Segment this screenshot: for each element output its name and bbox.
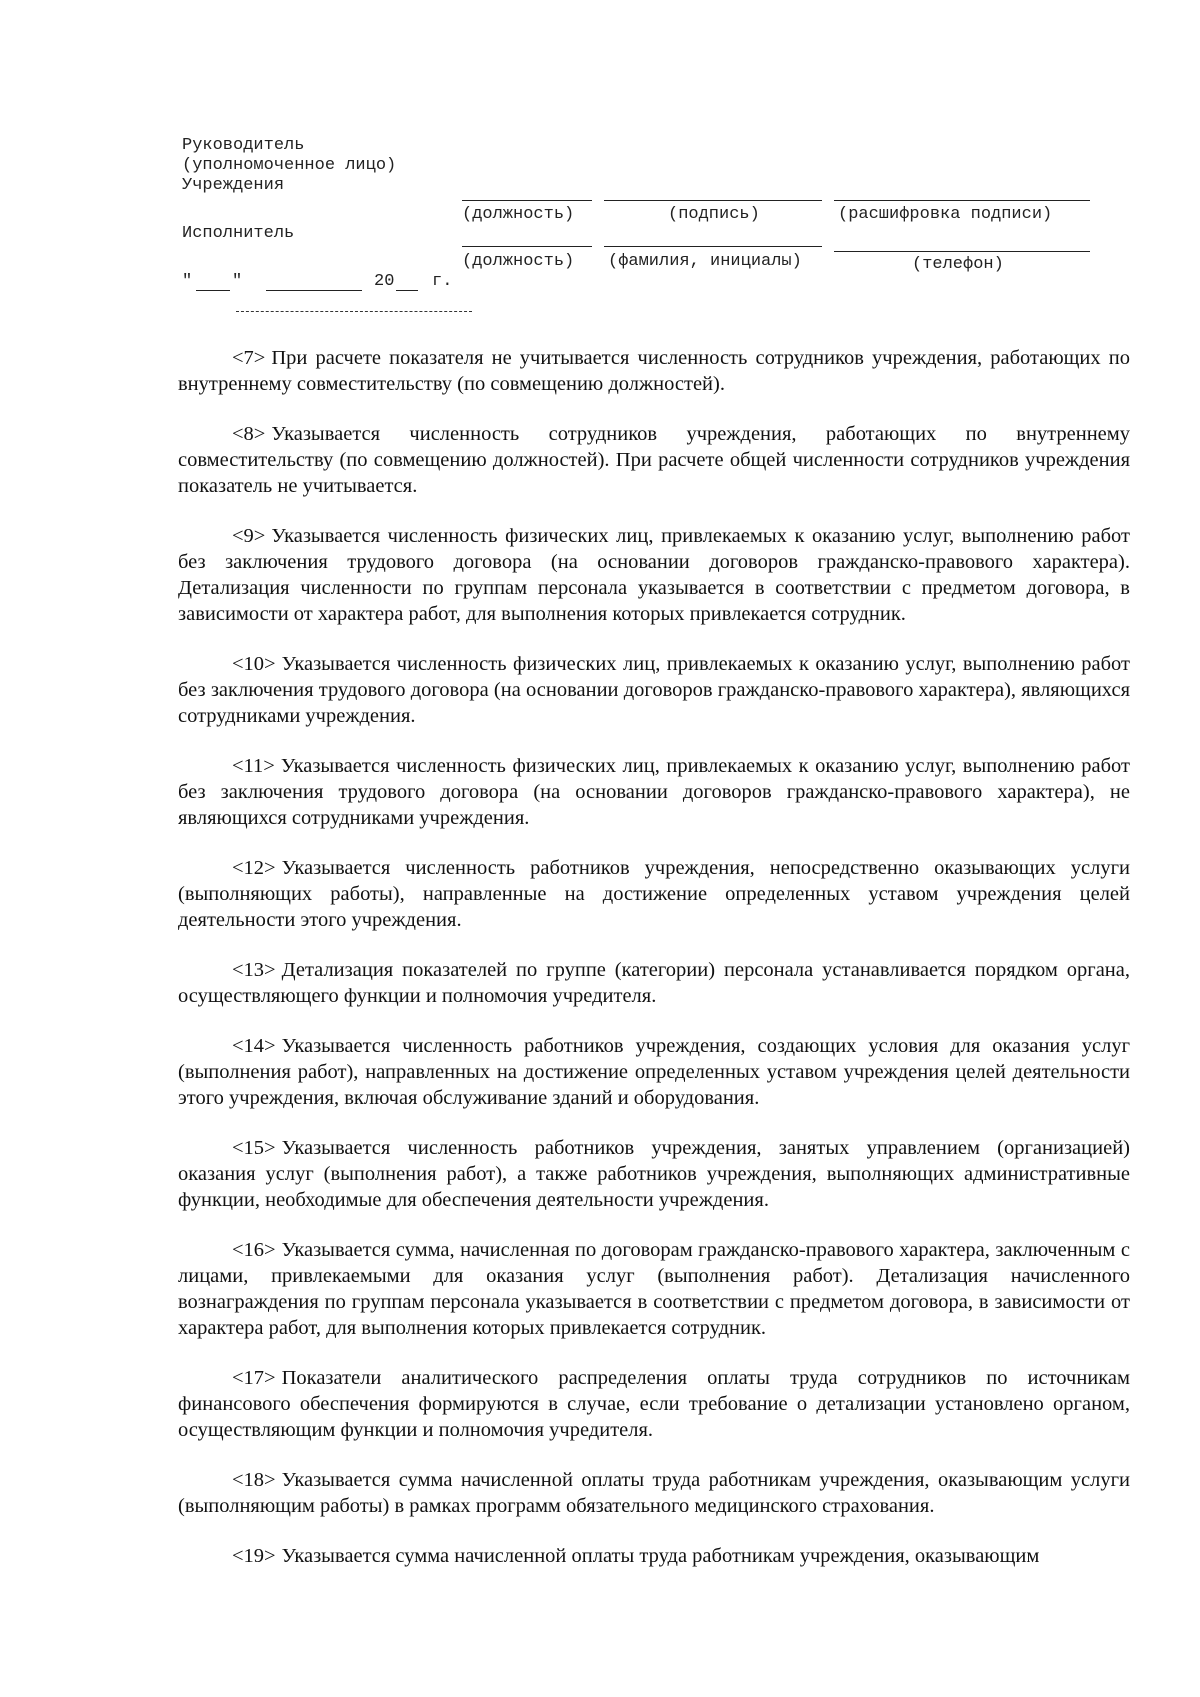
- footnote-text: Указывается численность физических лиц, привлекаемых к оказанию услуг, выполнению работ без заключения трудового договора (на основании договоров гражданско-правового характера), являющихся сотрудниками учреждения.: [178, 653, 1130, 727]
- footnote-mark: <12>: [232, 857, 276, 879]
- executor-phone-line: [834, 251, 1090, 252]
- footnote-mark: <16>: [232, 1239, 276, 1261]
- head-caption-position: (должность): [462, 205, 575, 224]
- footnote-text: Указывается численность физических лиц, привлекаемых к оказанию услуг, выполнению работ без заключения трудового договора (на основании договоров гражданско-правового характера), не являющихся сотрудниками учреждения.: [178, 755, 1130, 829]
- footnote-7: [178, 345, 1130, 397]
- footnote-text: Детализация показателей по группе (категории) персонала устанавливается порядком органа, осуществляющего функции и полномочия учредителя.: [178, 959, 1130, 1007]
- footnote-mark: <7>: [232, 347, 266, 369]
- date-month-line: [266, 290, 362, 291]
- executor-caption-position: (должность): [462, 252, 575, 271]
- footnote-text: Указывается сумма начисленной оплаты труда работникам учреждения, оказывающим услуги (выполняющим работы) в рамках программ обязательного медицинского страхования.: [178, 1469, 1130, 1517]
- head-label-line3: Учреждения: [182, 176, 285, 195]
- head-decode-line: [834, 200, 1090, 201]
- footnote-text: Указывается численность работников учреждения, занятых управлением (организацией) оказания услуг (выполнения работ), а также работников учреждения, выполняющих административные функции, необходимые для обеспечения деятельности учреждения.: [178, 1137, 1130, 1211]
- footnote-mark: <18>: [232, 1469, 276, 1491]
- footnote-mark: <14>: [232, 1035, 276, 1057]
- date-year-prefix: 20: [374, 272, 395, 291]
- date-quote-close: ": [232, 272, 243, 291]
- executor-label: Исполнитель: [182, 224, 295, 243]
- head-signature-line: [604, 200, 822, 201]
- executor-position-line: [462, 246, 592, 247]
- footnote-mark: <17>: [232, 1367, 276, 1389]
- footnote-mark: <9>: [232, 525, 266, 547]
- footnote-14: [178, 1033, 1130, 1111]
- footnote-mark: <10>: [232, 653, 276, 675]
- footnote-19: [178, 1543, 1130, 1569]
- footnotes-list: [178, 345, 1130, 1593]
- executor-name-line: [604, 246, 822, 247]
- footnote-13: [178, 957, 1130, 1009]
- footnote-8: [178, 421, 1130, 499]
- footnote-9: [178, 523, 1130, 627]
- head-caption-decode: (расшифровка подписи): [838, 205, 1053, 224]
- footnote-mark: <19>: [232, 1545, 276, 1567]
- head-label-line1: Руководитель: [182, 136, 305, 155]
- footnote-text: Указывается численность физических лиц, привлекаемых к оказанию услуг, выполнению работ без заключения трудового договора (на основании договоров гражданско-правового характера). Детализация численности по группам персонала указывается в соответствии с предметом договора, в зависимости от характера работ, для выполнения которых привлекается сотрудник.: [178, 525, 1130, 625]
- footnote-mark: <8>: [232, 423, 266, 445]
- executor-caption-phone: (телефон): [912, 255, 1004, 274]
- footnote-10: [178, 651, 1130, 729]
- footnote-text: Указывается сумма начисленной оплаты труда работникам учреждения, оказывающим: [281, 1545, 1040, 1567]
- date-year-line: [396, 290, 418, 291]
- footnote-text: Показатели аналитического распределения оплаты труда сотрудников по источникам финансового обеспечения формируются в случае, если требование о детализации установлено органом, осуществляющим функции и полномочия учредителя.: [178, 1367, 1130, 1441]
- footnote-16: [178, 1237, 1130, 1341]
- footnote-17: [178, 1365, 1130, 1443]
- footnote-text: Указывается численность сотрудников учреждения, работающих по внутреннему совместительству (по совмещению должностей). При расчете общей численности сотрудников учреждения показатель не учитывается.: [178, 423, 1130, 497]
- footnote-mark: <15>: [232, 1137, 276, 1159]
- footnote-text: При расчете показателя не учитывается численность сотрудников учреждения, работающих по внутреннему совместительству (по совмещению должностей).: [178, 347, 1130, 395]
- footnote-mark: <11>: [232, 755, 275, 777]
- footnote-11: [178, 753, 1130, 831]
- head-label-line2: (уполномоченное лицо): [182, 156, 397, 175]
- date-suffix: г.: [432, 272, 453, 291]
- head-position-line: [462, 200, 592, 201]
- head-caption-signature: (подпись): [668, 205, 760, 224]
- footnote-text: Указывается сумма, начисленная по договорам гражданско-правового характера, заключенным с лицами, привлекаемыми для оказания услуг (выполнения работ). Детализация начисленного вознаграждения по группам персонала указывается в соответствии с предметом договора, в зависимости от характера работ, для выполнения которых привлекается сотрудник.: [178, 1239, 1130, 1339]
- footnote-separator: [236, 311, 472, 312]
- footnote-18: [178, 1467, 1130, 1519]
- date-quote-open: ": [182, 272, 193, 291]
- footnote-text: Указывается численность работников учреждения, непосредственно оказывающих услуги (выполняющих работы), направленные на достижение определенных уставом учреждения целей деятельности этого учреждения.: [178, 857, 1130, 931]
- footnote-12: [178, 855, 1130, 933]
- footnote-text: Указывается численность работников учреждения, создающих условия для оказания услуг (выполнения работ), направленных на достижение определенных уставом учреждения целей деятельности этого учреждения, включая обслуживание зданий и оборудования.: [178, 1035, 1130, 1109]
- date-day-line: [196, 290, 230, 291]
- footnote-15: [178, 1135, 1130, 1213]
- executor-caption-name: (фамилия, инициалы): [608, 252, 802, 271]
- footnote-mark: <13>: [232, 959, 276, 981]
